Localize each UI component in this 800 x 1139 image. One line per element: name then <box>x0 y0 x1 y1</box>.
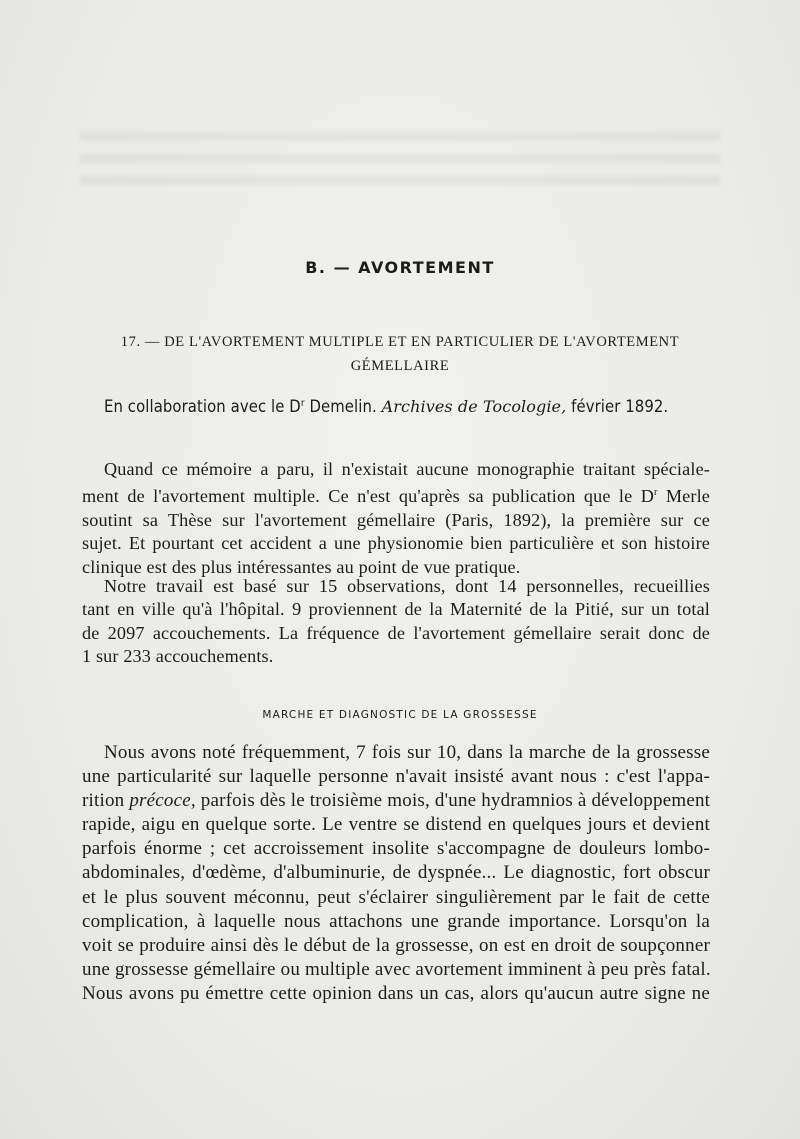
paragraph-3-line: parfois énorme ; cet accroissement insolite s'accompagne de douleurs lombo- <box>82 838 710 860</box>
collab-journal: Archives de Tocologie, <box>381 397 567 416</box>
section-title: B. — AVORTEMENT <box>305 258 495 277</box>
article-heading-line-1: 17. — DE L'AVORTEMENT MULTIPLE ET EN PARTICULIER DE L'AVORTEMENT <box>120 334 680 350</box>
paragraph-1-line: Quand ce mémoire a paru, il n'existait aucune monographie traitant spéciale- <box>104 459 710 479</box>
paragraph-1-line: soutint sa Thèse sur l'avortement gémellaire (Paris, 1892), la première sur ce <box>82 509 710 530</box>
paragraph-1-line: sujet. Et pourtant cet accident a une physionomie bien particulière et son histoire <box>82 533 710 554</box>
collab-date: février 1892. <box>566 397 669 416</box>
paragraph-2-line: de 2097 accouchements. La fréquence de l'avortement gémellaire serait donc de <box>82 622 710 643</box>
paragraph-3-line: Nous avons noté fréquemment, 7 fois sur 10, dans la marche de la grossesse <box>104 742 710 763</box>
paragraph-2-line: tant en ville qu'à l'hôpital. 9 proviennent de la Maternité de la Pitié, sur un total <box>82 599 710 620</box>
paragraph-3-line: abdominales, d'œdème, d'albuminurie, de dyspnée... Le diagnostic, fort obscur <box>82 862 710 884</box>
paragraph-3-line: une particularité sur laquelle personne n'avait insisté avant nous : c'est l'appa- <box>82 766 710 788</box>
collab-prefix: En collaboration avec le D <box>104 397 301 416</box>
paragraph-3-line: Nous avons pu émettre cette opinion dans un cas, alors qu'aucun autre signe ne <box>82 982 710 1004</box>
paragraph-3-line: et le plus souvent méconnu, peut s'éclairer singulièrement par le fait de cette <box>82 886 710 908</box>
collab-superscript: r <box>300 398 305 409</box>
subheading: MARCHE ET DIAGNOSTIC DE LA GROSSESSE <box>262 709 538 721</box>
article-heading-line-2: GÉMELLAIRE <box>350 358 450 374</box>
paragraph-1-line: clinique est des plus intéressantes au point de vue pratique. <box>82 556 521 577</box>
paragraph-3-line: rition précoce, parfois dès le troisième mois, d'une hydramnios à développement <box>82 790 711 812</box>
paragraph-1-line: ment de l'avortement multiple. Ce n'est qu'après sa publication que le $D^r$ Merle <box>82 486 710 507</box>
article-heading <box>100 330 700 378</box>
paragraph-3-line: une grossesse gémellaire ou multiple avec avortement imminent à peu près fatal. <box>82 958 711 980</box>
paragraph-2 <box>82 575 710 669</box>
collab-name: Demelin. <box>304 397 382 416</box>
collaboration-line <box>104 397 724 416</box>
paragraph-3 <box>82 741 710 1006</box>
paragraph-3-line: rapide, aigu en quelque sorte. Le ventre se distend en quelques jours et devient <box>82 814 710 836</box>
paragraph-2-line: Notre travail est basé sur 15 observations, dont 14 personnelles, recueillies <box>104 576 710 596</box>
paragraph-2-line: 1 sur 233 accouchements. <box>82 646 274 667</box>
paragraph-3-line: voit se produire ainsi dès le début de la grossesse, on est en droit de soupçonner <box>82 934 710 956</box>
paragraph-1 <box>82 458 710 579</box>
paragraph-3-line: complication, à laquelle nous attachons une grande importance. Lorsqu'on la <box>82 910 710 932</box>
bleed-through-text <box>80 132 720 192</box>
